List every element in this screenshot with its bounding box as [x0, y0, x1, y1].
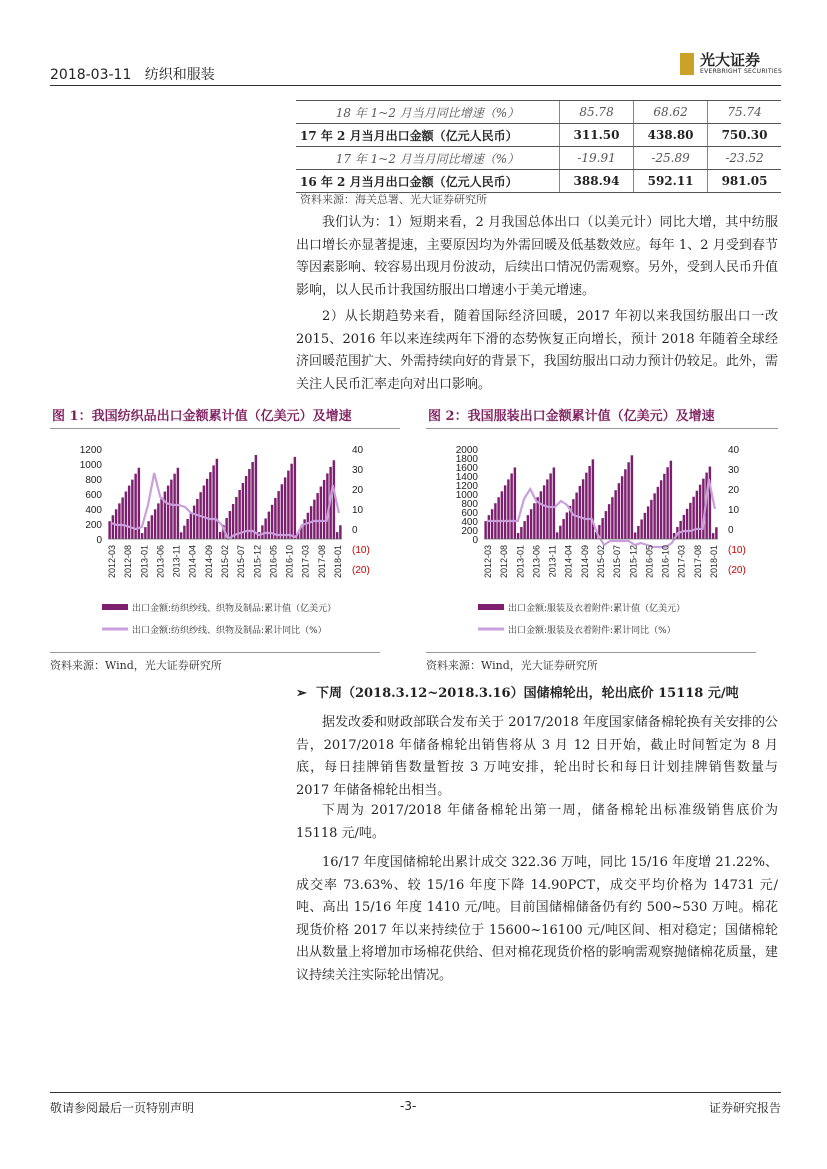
footer-report-type: 证券研究报告 [708, 1101, 781, 1115]
bar [715, 527, 717, 539]
x-tick-label: 2013-01 [515, 545, 526, 579]
bar [484, 521, 486, 539]
bar [510, 473, 512, 539]
header-divider [50, 85, 781, 86]
chart1-title: 图 1：我国纺织品出口金额累计值（亿美元）及增速 [52, 409, 352, 424]
bar [206, 479, 208, 539]
x-tick-label: 2012-03 [483, 545, 493, 579]
x-tick-label: 2015-12 [252, 545, 263, 579]
bar [614, 490, 616, 539]
y-right-tick-label: (10) [352, 545, 370, 556]
y-right-tick-label: (10) [728, 545, 746, 556]
chart1-svg [50, 429, 400, 651]
bar [553, 467, 555, 539]
bar [180, 532, 182, 539]
footer-disclaimer: 敬请参阅最后一页特别声明 [50, 1101, 195, 1115]
table-row-label: 16 年 2 月当月出口金额（亿元人民币） [296, 170, 560, 193]
y-right-tick-label: 30 [352, 465, 364, 476]
bar [601, 518, 603, 539]
bar [585, 473, 587, 539]
bar [238, 490, 240, 539]
table-cell: -19.91 [560, 147, 634, 170]
table-cell: -25.89 [634, 147, 708, 170]
bar [268, 512, 270, 539]
bar [530, 509, 532, 539]
legend-label: 出口金额:纺织纱线、织物及制品:累计同比（%） [132, 626, 327, 636]
bar [514, 467, 516, 539]
x-tick-label: 2015-12 [628, 545, 639, 579]
bar [653, 493, 655, 539]
y-left-tick-label: 0 [472, 535, 478, 546]
x-tick-label: 2016-10 [284, 545, 295, 579]
x-tick-label: 2015-07 [612, 545, 623, 579]
bar [320, 487, 322, 540]
bar [164, 492, 166, 540]
table-cell: 981.05 [708, 170, 781, 193]
bar [540, 491, 542, 539]
x-tick-label: 2013-11 [171, 545, 182, 578]
table-row-label: 17 年 2 月当月出口金额（亿元人民币） [296, 124, 560, 147]
bar [167, 486, 169, 539]
export-table [296, 100, 781, 193]
bar [294, 457, 296, 539]
bar [663, 474, 665, 539]
bar [281, 484, 283, 539]
x-tick-label: 2016-10 [660, 545, 671, 579]
arrow-bullet-icon: ➢ [296, 686, 316, 701]
bar [125, 492, 127, 540]
chart2-svg [426, 429, 778, 651]
x-tick-label: 2012-08 [499, 545, 510, 579]
bar [287, 471, 289, 539]
bar [229, 511, 231, 539]
bar [196, 499, 198, 539]
bar [517, 533, 519, 539]
bar [219, 532, 221, 539]
x-tick-label: 2015-02 [220, 545, 230, 579]
bar [562, 519, 564, 539]
y-right-tick-label: 10 [728, 505, 740, 516]
bar [566, 512, 568, 539]
bar [151, 515, 153, 539]
y-right-tick-label: 20 [352, 485, 364, 496]
chart2-source: 资料来源：Wind，光大证券研究所 [426, 652, 756, 673]
table-cell: -23.52 [708, 147, 781, 170]
bar [144, 527, 146, 539]
x-tick-label: 2018-01 [333, 545, 343, 579]
x-tick-label: 2017-08 [692, 545, 703, 579]
x-tick-label: 2013-11 [547, 545, 558, 578]
y-left-tick-label: 200 [85, 520, 102, 531]
bar [173, 474, 175, 539]
table-cell: 388.94 [560, 170, 634, 193]
bar [128, 486, 130, 539]
table-cell: 68.62 [634, 101, 708, 124]
bar [177, 468, 179, 539]
chart1-source: 资料来源：Wind，光大证券研究所 [50, 652, 380, 673]
bar [339, 525, 341, 539]
x-tick-label: 2012-03 [107, 545, 117, 579]
header-sector: 纺织和服装 [144, 67, 215, 83]
bar [621, 476, 623, 539]
y-right-tick-label: 0 [352, 525, 358, 536]
bar [627, 462, 629, 539]
bar [112, 515, 114, 539]
table-cell: 311.50 [560, 124, 634, 147]
bar [501, 491, 503, 539]
bar [333, 460, 335, 539]
bar [650, 500, 652, 539]
bar [631, 455, 633, 539]
table-cell: 438.80 [634, 124, 708, 147]
bar [290, 464, 292, 539]
y-left-tick-label: 1200 [79, 445, 102, 456]
bar [303, 519, 305, 539]
x-tick-label: 2013-01 [139, 545, 150, 579]
y-left-tick-label: 600 [85, 490, 102, 501]
bar [284, 477, 286, 539]
chart1 [50, 428, 400, 651]
x-tick-label: 2015-02 [596, 545, 606, 579]
x-tick-label: 2017-03 [676, 545, 687, 579]
bar [709, 467, 711, 539]
logo-mark-icon [680, 53, 694, 75]
x-tick-label: 2016-05 [268, 545, 279, 579]
bar [712, 533, 714, 539]
bar [147, 521, 149, 539]
table-row [296, 124, 781, 147]
bar [251, 462, 253, 539]
bar [235, 497, 237, 539]
bar [637, 526, 639, 539]
bar [666, 467, 668, 539]
bar [579, 486, 581, 539]
bar [523, 521, 525, 539]
paragraph-1: 我们认为：1）短期来看，2 月我国总体出口（以美元计）同比大增，其中纺服出口增长亦显著提速，主要原因均为外需回暖及低基数效应。每年 1、2 月受到春节等因素影响、较容易出现月份波动，后续出口情况仍需观察。另外，受到人民币升值影响，以人民币计我国纺服出口增速小于美元增速。 [296, 215, 778, 298]
table-cell: 85.78 [560, 101, 634, 124]
bar [307, 513, 309, 539]
table-row [296, 147, 781, 170]
bar [170, 480, 172, 539]
bar [261, 525, 263, 539]
bar [157, 503, 159, 539]
bar [559, 526, 561, 539]
y-left-tick-label: 1000 [79, 460, 102, 471]
bar [141, 533, 143, 539]
bar [190, 512, 192, 539]
bar [203, 486, 205, 540]
x-tick-label: 2013-06 [155, 545, 166, 579]
logo-text-en: EVERBRIGHT SECURITIES [700, 68, 783, 75]
bar [692, 497, 694, 539]
paragraph-3: 据发改委和财政部联合发布关于 2017/2018 年度国家储备棉轮换有关安排的公告，2017/2018 年储备棉轮出销售将从 3 月 12 日开始，截止时间暂定为 8 月底，每日挂牌销售数量暂按 3 万吨安排，轮出时长和每日计划挂牌销售数量与 2017 年储备棉轮出相当。 [296, 715, 778, 798]
bar [543, 485, 545, 539]
bar [488, 515, 490, 539]
bar [118, 503, 120, 539]
y-left-tick-label: 600 [461, 508, 478, 519]
x-tick-label: 2014-09 [203, 545, 214, 579]
legend-bar-swatch [478, 604, 504, 610]
y-right-tick-label: 20 [728, 485, 740, 496]
x-tick-label: 2014-04 [563, 545, 574, 579]
bar [683, 515, 685, 539]
bar [647, 506, 649, 539]
paragraph-2: 2）从长期趋势来看，随着国际经济回暖，2017 年初以来我国纺服出口一改 2015、2016 年以来连续两年下滑的态势恢复正向增长，预计 2018 年随着全球经济回暖范围扩大、外需持续向好的背景下，我国纺服出口动力预计仍较足。此外，需关注人民币汇率走向对出口影响。 [296, 309, 778, 392]
header-date-sector [50, 64, 215, 84]
bar [520, 527, 522, 539]
bar [316, 493, 318, 539]
bar [670, 461, 672, 539]
y-right-tick-label: 40 [728, 445, 740, 456]
bar [533, 503, 535, 539]
legend-bar-swatch [102, 604, 128, 610]
bar [660, 480, 662, 539]
bar [696, 491, 698, 539]
bar [277, 491, 279, 539]
bar [699, 485, 701, 539]
y-left-tick-label: 800 [85, 475, 102, 486]
legend-label: 出口金额:纺织纱线、织物及制品:累计值（亿美元） [132, 604, 337, 614]
header-date: 2018-03-11 [50, 67, 132, 83]
y-left-tick-label: 1000 [455, 490, 478, 501]
y-right-tick-label: 0 [728, 525, 734, 536]
y-left-tick-label: 400 [461, 517, 478, 528]
bar [582, 479, 584, 539]
legend-label: 出口金额:服装及衣着附件:累计同比（%） [508, 626, 676, 636]
x-tick-label: 2013-06 [531, 545, 542, 579]
bar [497, 497, 499, 539]
bar [689, 503, 691, 539]
bar [527, 515, 529, 539]
table-source: 资料来源：海关总署、光大证券研究所 [300, 193, 487, 206]
table-row-label: 18 年 1~2 月当月同比增速（%） [296, 101, 560, 124]
bar [608, 504, 610, 539]
bar [491, 509, 493, 539]
y-right-tick-label: 10 [352, 505, 364, 516]
bar [212, 465, 214, 539]
bar [336, 532, 338, 539]
bar [154, 509, 156, 539]
table-cell: 75.74 [708, 101, 781, 124]
bar [248, 469, 250, 539]
y-left-tick-label: 2000 [455, 445, 478, 456]
y-right-tick-label: 30 [728, 465, 740, 476]
y-left-tick-label: 800 [461, 499, 478, 510]
x-tick-label: 2017-03 [300, 545, 311, 579]
y-right-tick-label: (20) [728, 565, 746, 576]
table-cell: 592.11 [634, 170, 708, 193]
table-cell: 750.30 [708, 124, 781, 147]
footer-divider [50, 1092, 781, 1093]
bar [611, 497, 613, 539]
table-row [296, 101, 781, 124]
y-left-tick-label: 200 [461, 526, 478, 537]
bar [232, 504, 234, 539]
y-left-tick-label: 400 [85, 505, 102, 516]
x-tick-label: 2015-07 [236, 545, 247, 579]
page-number: -3- [400, 1099, 417, 1113]
bar [121, 497, 123, 539]
bar [657, 487, 659, 539]
bar [255, 455, 257, 539]
y-left-tick-label: 1400 [455, 472, 478, 483]
bar [504, 485, 506, 539]
section-heading [296, 682, 739, 701]
bar [624, 469, 626, 539]
bar [507, 479, 509, 539]
x-tick-label: 2018-01 [709, 545, 719, 579]
bar [605, 511, 607, 539]
paragraph-5: 16/17 年度国储棉轮出累计成交 322.36 万吨，同比 15/16 年度增 21.22%、成交率 73.63%、较 15/16 年度下降 14.90PCT，成交平均价格为 14731 元/吨、高出 15/16 年度 1410 元/吨。目前国储棉储备仍有约 500~530 万吨。棉花现货价格 2017 年以来持续位于 15600~16100 元/吨区间、相对稳定；国储棉轮出从数量上将增加市场棉花供给、但对棉花现货价格的影响需观察抛储棉花质量，建议持续关注实际轮出情况。 [296, 855, 778, 983]
bar [264, 518, 266, 539]
bar [274, 498, 276, 539]
chart2-title: 图 2：我国服装出口金额累计值（亿美元）及增速 [428, 409, 715, 424]
bar [572, 499, 574, 539]
bar [160, 497, 162, 539]
bar [216, 459, 218, 539]
bar [634, 532, 636, 539]
section-heading-text: 下周（2018.3.12~2018.3.16）国储棉轮出，轮出底价 15118 元/吨 [315, 686, 739, 701]
paragraph-4: 下周为 2017/2018 年储备棉轮出第一周，储备棉轮出标准级销售底价为 15118 元/吨。 [296, 803, 778, 841]
logo-text-cn: 光大证券 [700, 51, 761, 69]
bar [588, 466, 590, 539]
company-logo [680, 52, 782, 75]
bar [618, 483, 620, 539]
bar [679, 521, 681, 539]
table-row [296, 170, 781, 193]
bar [183, 526, 185, 539]
bar [556, 532, 558, 539]
bar [209, 472, 211, 539]
table-row-label: 17 年 1~2 月当月同比增速（%） [296, 147, 560, 170]
x-tick-label: 2016-05 [644, 545, 655, 579]
bar [186, 519, 188, 539]
legend-label: 出口金额:服装及衣着附件:累计值（亿美元） [508, 604, 686, 614]
y-left-tick-label: 1600 [455, 463, 478, 474]
bar [131, 480, 133, 539]
x-tick-label: 2014-04 [187, 545, 198, 579]
y-left-tick-label: 1800 [455, 454, 478, 465]
bar [313, 500, 315, 539]
bar [323, 480, 325, 539]
bar [640, 519, 642, 539]
bar [686, 509, 688, 539]
bar [242, 483, 244, 539]
y-left-tick-label: 1200 [455, 481, 478, 492]
y-right-tick-label: (20) [352, 565, 370, 576]
bar [108, 521, 110, 539]
y-right-tick-label: 40 [352, 445, 364, 456]
x-tick-label: 2014-09 [579, 545, 590, 579]
bar [546, 479, 548, 539]
bar [245, 476, 247, 539]
y-left-tick-label: 0 [96, 535, 102, 546]
x-tick-label: 2017-08 [316, 545, 327, 579]
bar [193, 506, 195, 539]
bar [644, 513, 646, 539]
x-tick-label: 2012-08 [123, 545, 134, 579]
chart2 [426, 428, 778, 651]
